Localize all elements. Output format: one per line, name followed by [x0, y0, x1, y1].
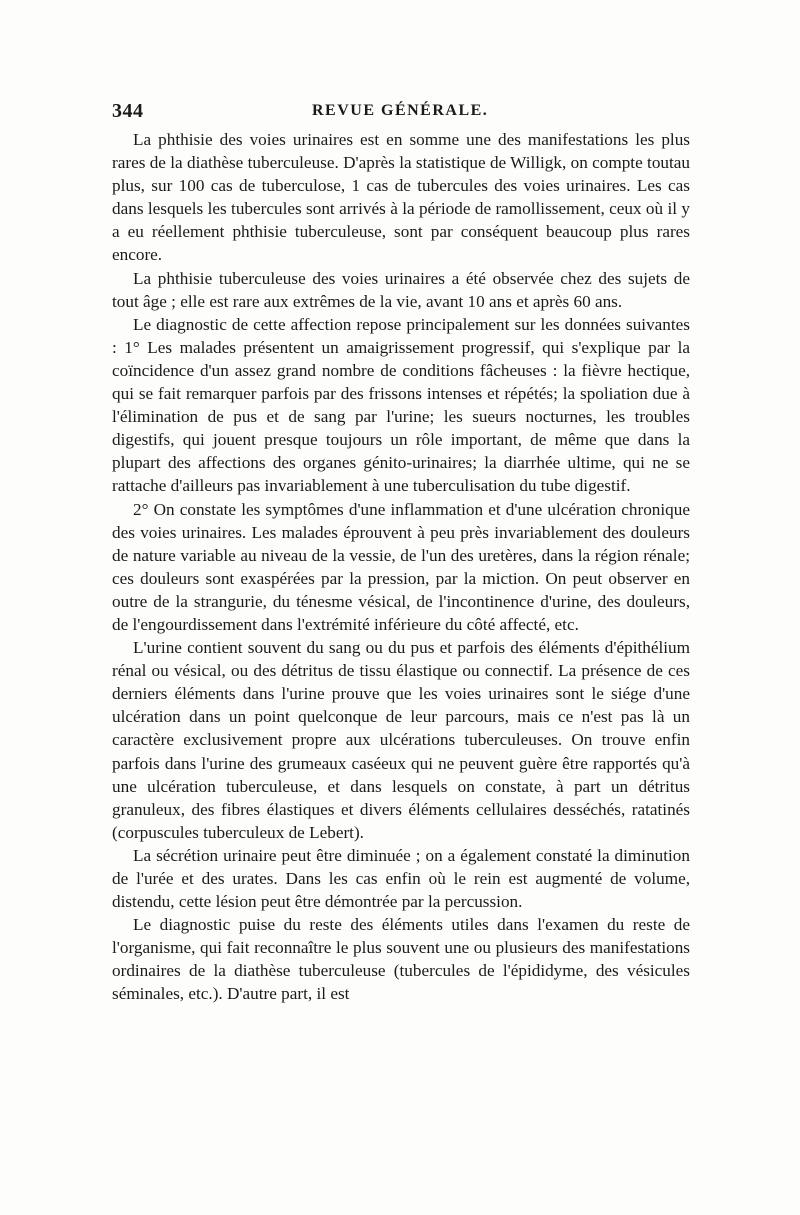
body-text [112, 128, 690, 1006]
paragraph: La phthisie des voies urinaires est en somme une des manifestations les plus rares de la diathèse tuberculeuse. D'après la statistique de Willigk, on compte toutau plus, sur 100 cas de tuberculose, 1 cas de tubercules des voies urinaires. Les cas dans lesquels les tubercules sont arrivés à la période de ramollissement, ceux où il y a eu réellement phthisie tuberculeuse, sont par conséquent beaucoup plus rares encore. [112, 130, 690, 265]
paragraph: Le diagnostic puise du reste des éléments utiles dans l'examen du reste de l'organisme, qui fait reconnaître le plus souvent une ou plusieurs des manifestations ordinaires de la diathèse tuberculeuse (tubercules de l'épididyme, des vésicules séminales, etc.). D'autre part, il est [112, 915, 690, 1004]
page-header [112, 100, 692, 126]
paragraph: L'urine contient souvent du sang ou du pus et parfois des éléments d'épithélium rénal ou vésical, ou des détritus de tissu élastique ou connectif. La présence de ces derniers éléments dans l'urine prouve que les voies urinaires sont le siége d'une ulcération dans un point quelconque de leur parcours, mais ce n'est pas là un caractère exclusivement propre aux ulcérations tuberculeuses. On trouve enfin parfois dans l'urine des grumeaux caséeux qui ne peuvent guère être rapportés qu'à une ulcération tuberculeuse, et dans lesquels on constate, à part un détritus granuleux, des fibres élastiques et divers éléments cellulaires desséchés, ratatinés (corpuscules tuberculeux de Lebert). [112, 638, 690, 842]
paragraph: Le diagnostic de cette affection repose principalement sur les données suivantes : 1° Les malades présentent un amaigrissement progressif, qui s'explique par la coïncidence d'un assez grand nombre de conditions fâcheuses : la fièvre hectique, qui se fait remarquer parfois par des frissons intenses et répétés; la spoliation due à l'élimination de pus et de sang par l'urine; les sueurs nocturnes, les troubles digestifs, qui jouent presque toujours un rôle important, de même que dans la plupart des affections des organes génito-urinaires; la diarrhée ultime, qui ne se rattache d'ailleurs pas invariablement à une tuberculisation du tube digestif. [112, 314, 690, 496]
running-head: REVUE GÉNÉRALE. [312, 102, 489, 119]
paragraph: 2° On constate les symptômes d'une inflammation et d'une ulcération chronique des voies urinaires. Les malades éprouvent à peu près invariablement des douleurs de nature variable au niveau de la vessie, de l'un des uretères, dans la région rénale; ces douleurs sont exaspérées par la pression, par la miction. On peut observer en outre de la strangurie, du ténesme vésical, de l'incontinence d'urine, des douleurs, de l'engourdissement dans l'extrémité inférieure du côté affecté, etc. [112, 499, 690, 634]
paragraph: La sécrétion urinaire peut être diminuée ; on a également constaté la diminution de l'urée et des urates. Dans les cas enfin où le rein est augmenté de volume, distendu, cette lésion peut être démontrée par la percussion. [112, 845, 690, 912]
page-number: 344 [112, 100, 144, 122]
paragraph: La phthisie tuberculeuse des voies urinaires a été observée chez des sujets de tout âge ; elle est rare aux extrêmes de la vie, avant 10 ans et après 60 ans. [112, 268, 690, 311]
